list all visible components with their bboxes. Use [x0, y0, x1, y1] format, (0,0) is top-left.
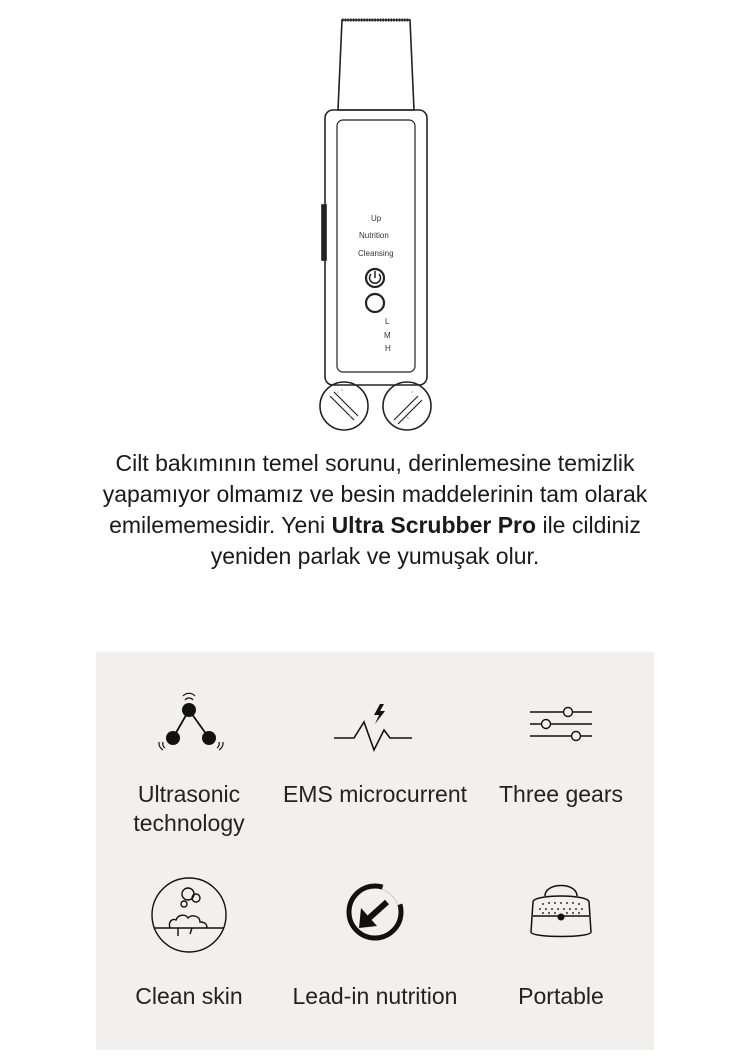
level-label-high: H — [385, 344, 391, 353]
ultrasonic-icon — [149, 688, 229, 758]
ems-lightning-icon — [330, 700, 420, 754]
feature-label: EMS microcurrent — [282, 781, 468, 807]
product-name: Ultra Scrubber Pro — [331, 512, 537, 538]
features-panel — [96, 652, 654, 1050]
mode-label-cleansing: Cleansing — [358, 249, 394, 258]
bag-icon — [523, 876, 599, 946]
mode-label-nutrition: Nutrition — [359, 231, 389, 240]
description-part1: Cilt bakımının temel sorunu, derinlemesine temizlik yapamıyor olmamız ve besin maddelerinin tam olarak emilememesidir. Yeni — [102, 450, 648, 538]
sliders-icon — [526, 704, 596, 748]
feature-label: Lead-in nutrition — [292, 983, 458, 1009]
level-label-low: L — [385, 317, 390, 326]
feature-ultrasonic — [96, 652, 282, 852]
level-label-medium: M — [384, 331, 391, 340]
feature-gears — [468, 652, 654, 852]
mode-label-up: Up — [371, 214, 382, 223]
feature-label: Clean skin — [135, 983, 243, 1009]
device-illustration — [0, 0, 750, 440]
product-description — [100, 448, 650, 572]
description-part2: ile cildiniz yeniden parlak ve yumuşak olur. — [210, 512, 641, 569]
clean-bubbles-icon — [148, 874, 230, 956]
feature-lead-in — [282, 852, 468, 1050]
feature-portable — [468, 852, 654, 1050]
feature-label: Three gears — [498, 781, 623, 807]
feature-label: Ultrasonic technology — [133, 781, 245, 836]
lead-in-arrow-icon — [343, 880, 407, 944]
feature-label: Portable — [518, 983, 604, 1009]
feature-ems — [282, 652, 468, 852]
feature-clean-skin — [96, 852, 282, 1050]
